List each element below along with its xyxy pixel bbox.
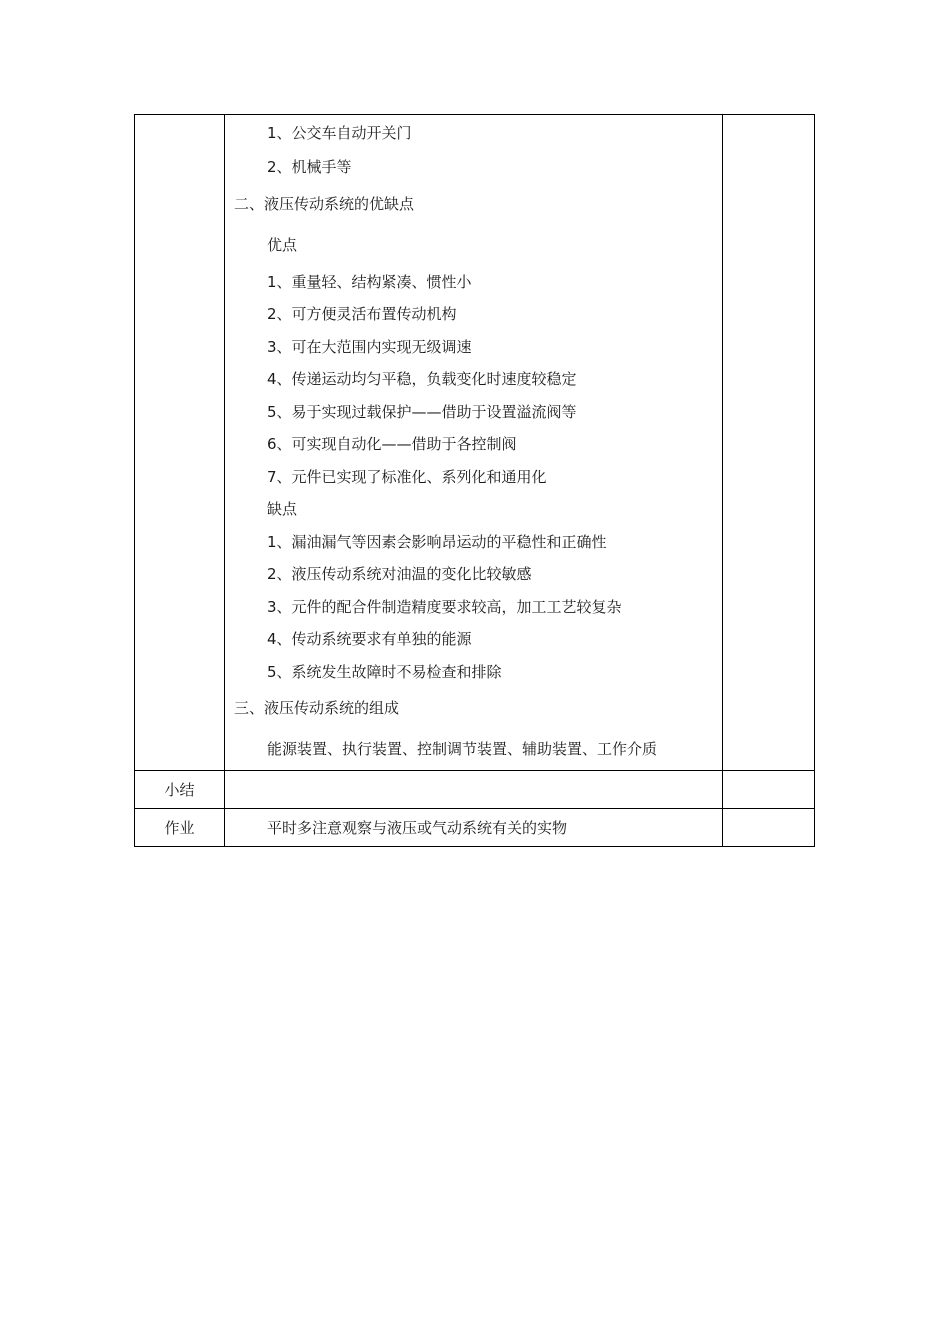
list-item: 6、可实现自动化——借助于各控制阀 [267, 435, 517, 453]
list-item: 1、公交车自动开关门 [267, 124, 412, 142]
list-item: 4、传动系统要求有单独的能源 [267, 630, 472, 648]
lesson-table [134, 114, 815, 847]
summary-content [225, 771, 723, 809]
section-heading: 二、液压传动系统的优缺点 [234, 194, 415, 213]
content-row [135, 115, 815, 771]
list-item: 5、系统发生故障时不易检查和排除 [267, 662, 502, 681]
list-item: 能源装置、执行装置、控制调节装置、辅助装置、工作介质 [267, 740, 658, 758]
subheading-disadvantages: 缺点 [267, 500, 298, 518]
list-item: 3、元件的配合件制造精度要求较高，加工工艺较复杂 [267, 597, 622, 616]
list-item: 3、可在大范围内实现无级调速 [267, 337, 472, 356]
list-item: 7、元件已实现了标准化、系列化和通用化 [267, 467, 547, 486]
right-empty-cell [723, 115, 815, 771]
summary-label: 小结 [135, 771, 225, 809]
list-item: 4、传递运动均匀平稳，负载变化时速度较稳定 [267, 370, 577, 388]
homework-right-cell [723, 809, 815, 847]
list-item: 1、漏油漏气等因素会影响昂运动的平稳性和正确性 [267, 532, 607, 551]
homework-row [135, 809, 815, 847]
homework-label: 作业 [135, 809, 225, 847]
list-item: 2、可方便灵活布置传动机构 [267, 305, 457, 323]
left-empty-cell [135, 115, 225, 771]
list-item: 2、液压传动系统对油温的变化比较敏感 [267, 565, 532, 583]
content-cell [225, 115, 723, 771]
summary-row [135, 771, 815, 809]
subheading-advantages: 优点 [267, 235, 298, 254]
list-item: 1、重量轻、结构紧凑、惯性小 [267, 272, 472, 291]
section-heading: 三、液压传动系统的组成 [234, 699, 400, 717]
list-item: 5、易于实现过载保护——借助于设置溢流阀等 [267, 402, 577, 421]
homework-content: 平时多注意观察与液压或气动系统有关的实物 [225, 809, 723, 847]
list-item: 2、机械手等 [267, 158, 352, 176]
summary-right-cell [723, 771, 815, 809]
